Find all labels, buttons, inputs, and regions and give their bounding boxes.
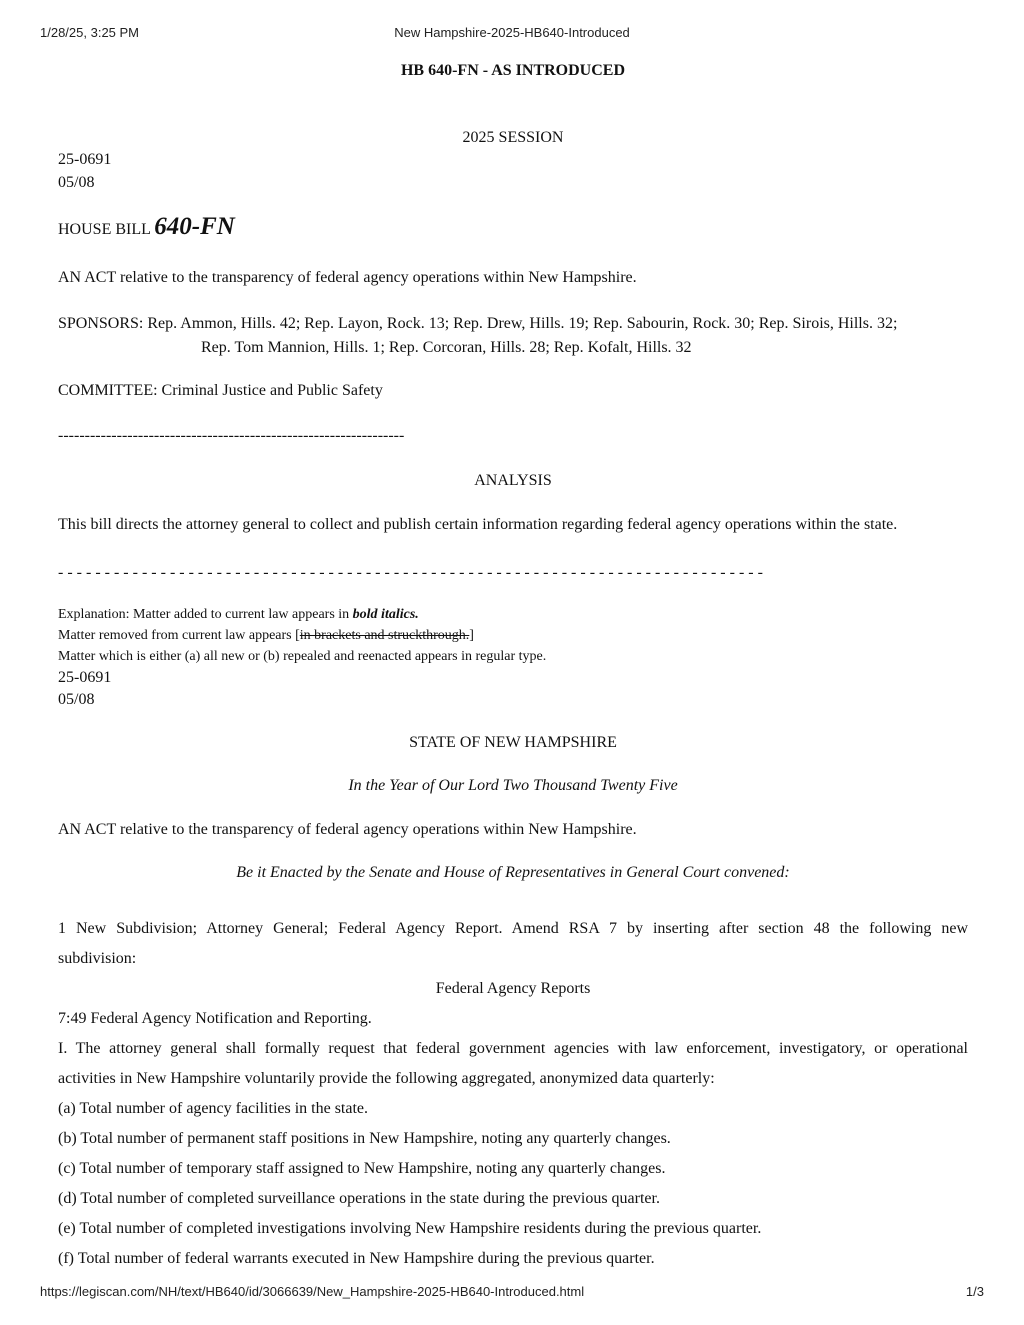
committee-label: COMMITTEE: — [58, 382, 158, 399]
analysis-text: This bill directs the attorney general to collect and publish certain information regarding federal agency operations within the state. — [58, 516, 898, 533]
list-item-e: (e) Total number of completed investigations involving New Hampshire residents during the previous quarter. — [58, 1220, 762, 1237]
list-item-b: (b) Total number of permanent staff positions in New Hampshire, noting any quarterly changes. — [58, 1130, 671, 1147]
page-number: 1/3 — [965, 1284, 984, 1299]
sponsors-line-2: Rep. Tom Mannion, Hills. 1; Rep. Corcoran, Hills. 28; Rep. Kofalt, Hills. 32 — [201, 339, 692, 356]
explanation-line-2: Matter removed from current law appears [ — [58, 628, 300, 643]
list-item-a: (a) Total number of agency facilities in the state. — [58, 1100, 369, 1117]
analysis-heading: ANALYSIS — [474, 472, 552, 489]
state-heading: STATE OF NEW HAMPSHIRE — [409, 734, 617, 751]
bill-label: HOUSE BILL — [58, 221, 151, 238]
act-title: AN ACT relative to the transparency of federal agency operations within New Hampshire. — [58, 269, 637, 286]
print-footer — [40, 1284, 984, 1302]
explanation-block — [58, 604, 968, 667]
committee-name: Criminal Justice and Public Safety — [161, 382, 383, 399]
explanation-line-1: Explanation: Matter added to current law appears in — [58, 607, 350, 622]
enacting-clause: Be it Enacted by the Senate and House of Representatives in General Court convened: — [236, 864, 790, 881]
separator-dashed: - - - - - - - - - - - - - - - - - - - - - - - - - - - - - - - - - - - - - - - - - - - - - - - - - - - - - - - - - - - - - - - - - - - - - - - - - - - - — [58, 564, 763, 581]
list-item-d: (d) Total number of completed surveillance operations in the state during the previous quarter. — [58, 1190, 660, 1207]
section-1-line-1: 1 New Subdivision; Attorney General; Federal Agency Report. Amend RSA 7 by inserting after section 48 the following new — [58, 920, 968, 937]
doc-heading: HB 640-FN - AS INTRODUCED — [400, 62, 625, 79]
explanation-line-3: Matter which is either (a) all new or (b) repealed and reenacted appears in regular type. — [58, 649, 547, 664]
list-item-f: (f) Total number of federal warrants executed in New Hampshire during the previous quarter. — [58, 1250, 655, 1267]
explanation-bracket-close: ] — [469, 628, 474, 643]
act-title-2: AN ACT relative to the transparency of federal agency operations within New Hampshire. — [58, 821, 637, 838]
list-item-c: (c) Total number of temporary staff assigned to New Hampshire, noting any quarterly changes. — [58, 1160, 666, 1177]
bill-number: 640-FN — [154, 213, 235, 240]
print-title: New Hampshire-2025-HB640-Introduced — [394, 25, 630, 40]
doc-id-2: 25-0691 — [58, 669, 112, 686]
year-line: In the Year of Our Lord Two Thousand Twenty Five — [348, 777, 678, 794]
committee-line — [58, 380, 968, 402]
paragraph-I-line-2: activities in New Hampshire voluntarily provide the following aggregated, anonymized data quarterly: — [58, 1070, 715, 1087]
bill-body — [58, 914, 968, 1274]
paragraph-I-line-1: I. The attorney general shall formally request that federal government agencies with law enforcement, investigatory, or operational — [58, 1040, 968, 1057]
print-datetime: 1/28/25, 3:25 PM — [40, 25, 140, 40]
sponsors-block — [58, 313, 968, 359]
struckthrough-sample: in brackets and struckthrough. — [299, 628, 470, 643]
print-header — [40, 25, 984, 43]
doc-version-2: 05/08 — [58, 691, 95, 708]
sponsors-line-1: Rep. Ammon, Hills. 42; Rep. Layon, Rock. 13; Rep. Drew, Hills. 19; Rep. Sabourin, Rock. 30; Rep. Sirois, Hills. 32; — [147, 315, 898, 332]
doc-version: 05/08 — [58, 174, 95, 191]
session-label: 2025 SESSION — [462, 129, 564, 146]
bill-title-line — [58, 213, 968, 241]
section-1-line-2: subdivision: — [58, 950, 137, 967]
bold-italics-sample: bold italics. — [352, 607, 419, 622]
rsa-heading: 7:49 Federal Agency Notification and Reporting. — [58, 1010, 372, 1027]
doc-id: 25-0691 — [58, 151, 112, 168]
subdivision-heading: Federal Agency Reports — [435, 980, 591, 997]
separator-line: ----------------------------------------------------------------- — [58, 427, 405, 444]
print-url: https://legiscan.com/NH/text/HB640/id/3066639/New_Hampshire-2025-HB640-Introduced.html — [40, 1284, 585, 1299]
sponsors-label: SPONSORS: — [58, 315, 144, 332]
